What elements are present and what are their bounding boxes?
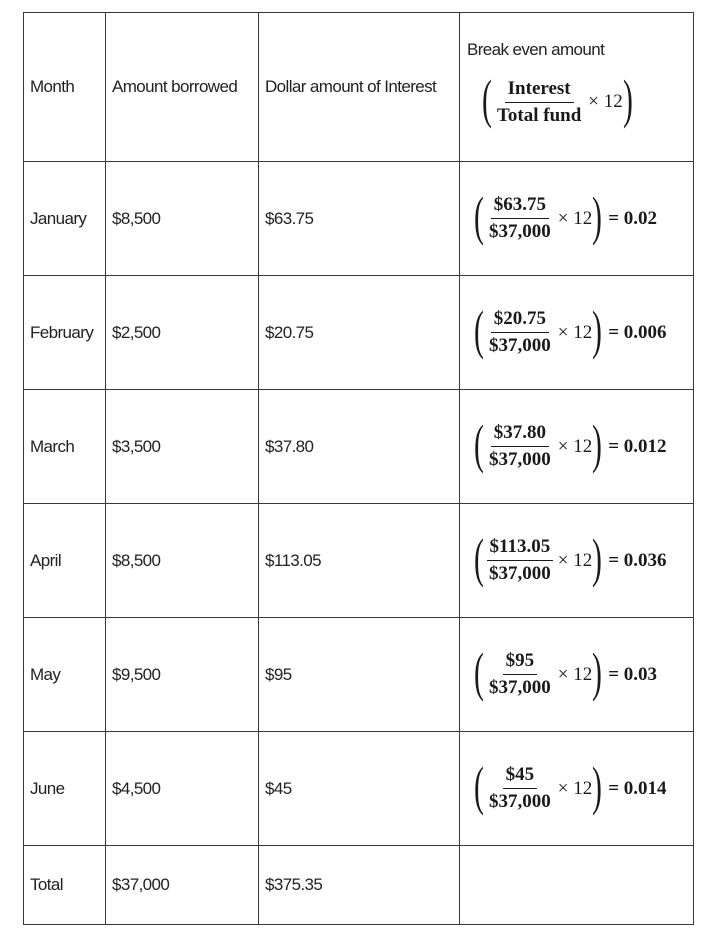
break-even-formula <box>466 641 658 702</box>
fraction <box>486 650 554 699</box>
fraction-denominator: $37,000 <box>488 335 551 356</box>
fraction-denominator: $37,000 <box>488 677 551 698</box>
cell-borrowed: $4,500 <box>106 732 259 846</box>
cell-borrowed: $2,500 <box>106 276 259 390</box>
fraction <box>494 78 584 127</box>
cell-break-even <box>460 504 694 618</box>
right-paren: ) <box>592 641 603 702</box>
right-paren: ) <box>592 299 603 360</box>
right-paren: ) <box>592 413 603 474</box>
right-paren: ) <box>592 185 603 246</box>
cell-borrowed: $9,500 <box>106 618 259 732</box>
right-paren: ) <box>592 755 603 816</box>
result: = 0.014 <box>608 777 667 799</box>
result: = 0.03 <box>608 663 658 685</box>
left-paren: ( <box>474 641 484 702</box>
fraction <box>486 764 554 813</box>
break-even-title: Break even amount <box>467 40 605 59</box>
cell-break-even <box>460 162 694 276</box>
multiplier: × 12 <box>557 549 593 571</box>
table-total-row <box>24 846 694 925</box>
table-header-row <box>24 13 694 162</box>
header-break-even <box>460 13 694 162</box>
multiplier: × 12 <box>557 663 593 685</box>
left-paren: ( <box>474 413 484 474</box>
cell-break-even <box>460 276 694 390</box>
fraction-numerator: $45 <box>503 764 538 789</box>
fraction-numerator: $113.05 <box>487 536 554 561</box>
left-paren: ( <box>482 69 492 129</box>
cell-break-even <box>460 732 694 846</box>
cell-borrowed: $8,500 <box>106 504 259 618</box>
fraction-numerator: $20.75 <box>491 308 549 333</box>
fraction <box>486 422 554 471</box>
cell-interest: $63.75 <box>259 162 460 276</box>
cell-borrowed: $8,500 <box>106 162 259 276</box>
cell-interest: $113.05 <box>259 504 460 618</box>
cell-interest: $20.75 <box>259 276 460 390</box>
left-paren: ( <box>474 185 484 246</box>
cell-month: June <box>24 732 106 846</box>
break-even-table <box>23 12 694 925</box>
header-month: Month <box>24 13 106 162</box>
cell-interest: $37.80 <box>259 390 460 504</box>
cell-month: April <box>24 504 106 618</box>
result: = 0.006 <box>608 321 667 343</box>
result: = 0.036 <box>608 549 667 571</box>
right-paren: ) <box>592 527 603 588</box>
break-even-formula <box>466 755 667 816</box>
fraction <box>486 194 554 243</box>
cell-interest: $45 <box>259 732 460 846</box>
fraction-numerator: $95 <box>503 650 538 675</box>
multiplier: × 12 <box>557 207 593 229</box>
right-paren: ) <box>622 69 633 129</box>
header-amount-borrowed: Amount borrowed <box>106 13 259 162</box>
break-even-formula <box>466 527 667 588</box>
cell-month: May <box>24 618 106 732</box>
cell-borrowed: $3,500 <box>106 390 259 504</box>
table-row <box>24 162 694 276</box>
cell-break-even <box>460 618 694 732</box>
break-even-formula <box>474 69 633 129</box>
total-borrowed: $37,000 <box>106 846 259 925</box>
fraction-numerator: Interest <box>505 78 574 103</box>
header-dollar-interest: Dollar amount of Interest <box>259 13 460 162</box>
total-break-even <box>460 846 694 925</box>
break-even-formula <box>466 185 658 246</box>
break-even-formula <box>466 299 667 360</box>
left-paren: ( <box>474 299 484 360</box>
multiplier: × 12 <box>557 321 593 343</box>
cell-month: March <box>24 390 106 504</box>
fraction-denominator: $37,000 <box>488 563 551 584</box>
cell-month: February <box>24 276 106 390</box>
fraction <box>486 536 554 585</box>
total-interest: $375.35 <box>259 846 460 925</box>
table-row <box>24 276 694 390</box>
table-row <box>24 618 694 732</box>
total-label: Total <box>24 846 106 925</box>
multiplier: × 12 <box>557 435 593 457</box>
fraction-numerator: $37.80 <box>491 422 549 447</box>
table-row <box>24 732 694 846</box>
table-row <box>24 390 694 504</box>
multiplier: × 12 <box>557 777 593 799</box>
table-row <box>24 504 694 618</box>
result: = 0.02 <box>608 207 658 229</box>
fraction-denominator: $37,000 <box>488 791 551 812</box>
fraction <box>486 308 554 357</box>
fraction-denominator: $37,000 <box>488 221 551 242</box>
left-paren: ( <box>474 527 484 588</box>
cell-month: January <box>24 162 106 276</box>
break-even-formula <box>466 413 667 474</box>
result: = 0.012 <box>608 435 667 457</box>
cell-break-even <box>460 390 694 504</box>
left-paren: ( <box>474 755 484 816</box>
fraction-denominator: Total fund <box>496 104 582 126</box>
fraction-numerator: $63.75 <box>491 194 549 219</box>
multiplier: × 12 <box>588 91 623 112</box>
fraction-denominator: $37,000 <box>488 449 551 470</box>
cell-interest: $95 <box>259 618 460 732</box>
